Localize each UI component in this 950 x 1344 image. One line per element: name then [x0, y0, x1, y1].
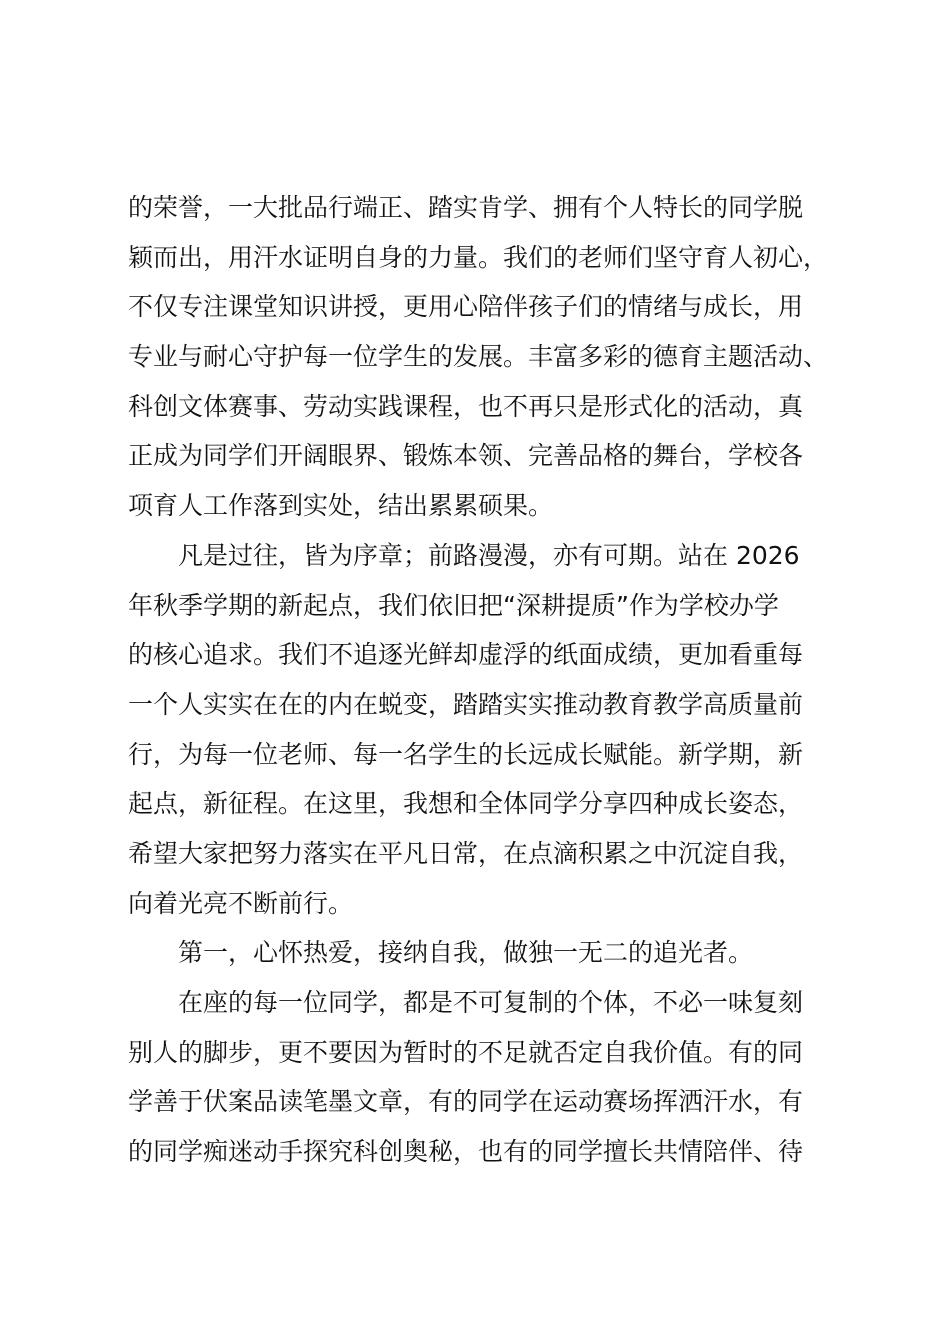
text-line: 专业与耐心守护每一位学生的发展。丰富多彩的德育主题活动、 — [128, 342, 829, 372]
text-line: 年秋季学期的新起点，我们依旧把“深耕提质”作为学校办学 — [128, 590, 779, 620]
text-line: 正成为同学们开阔眼界、锻炼本领、完善品格的舞台，学校各 — [128, 441, 804, 471]
text-line: 学善于伏案品读笔墨文章，有的同学在运动赛场挥洒汗水，有 — [128, 1087, 804, 1117]
text-line: 不仅专注课堂知识讲授，更用心陪伴孩子们的情绪与成长，用 — [128, 292, 804, 322]
text-line: 向着光亮不断前行。 — [128, 888, 354, 918]
text-line: 科创文体赛事、劳动实践课程，也不再只是形式化的活动，真 — [128, 391, 804, 421]
text-line: 行，为每一位老师、每一名学生的长远成长赋能。新学期，新 — [128, 739, 804, 769]
paragraph-start-line: 在座的每一位同学，都是不可复制的个体，不必一味复刻 — [178, 988, 804, 1017]
text-line: 别人的脚步，更不要因为暂时的不足就否定自我价值。有的同 — [128, 1037, 804, 1067]
text-line: 颖而出，用汗水证明自身的力量。我们的老师们坚守育人初心， — [128, 242, 829, 272]
text-line: 的核心追求。我们不追逐光鲜却虚浮的纸面成绩，更加看重每 — [128, 640, 804, 670]
section-heading-line: 第一，心怀热爱，接纳自我，做独一无二的追光者。 — [178, 938, 754, 968]
text-line: 的同学痴迷动手探究科创奥秘，也有的同学擅长共情陪伴、待 — [128, 1137, 804, 1167]
text-line: 希望大家把努力落实在平凡日常，在点滴积累之中沉淀自我， — [128, 838, 804, 868]
text-line: 起点，新征程。在这里，我想和全体同学分享四种成长姿态， — [128, 789, 804, 819]
paragraph-start-line: 凡是过往，皆为序章；前路漫漫，亦有可期。站在 2026 — [178, 540, 800, 570]
body-text — [128, 183, 848, 1177]
text-line: 项育人工作落到实处，结出累累硕果。 — [128, 491, 554, 521]
text-line: 一个人实实在在的内在蜕变，踏踏实实推动教育教学高质量前 — [128, 689, 804, 719]
text-line: 的荣誉，一大批品行端正、踏实肯学、拥有个人特长的同学脱 — [128, 193, 804, 222]
